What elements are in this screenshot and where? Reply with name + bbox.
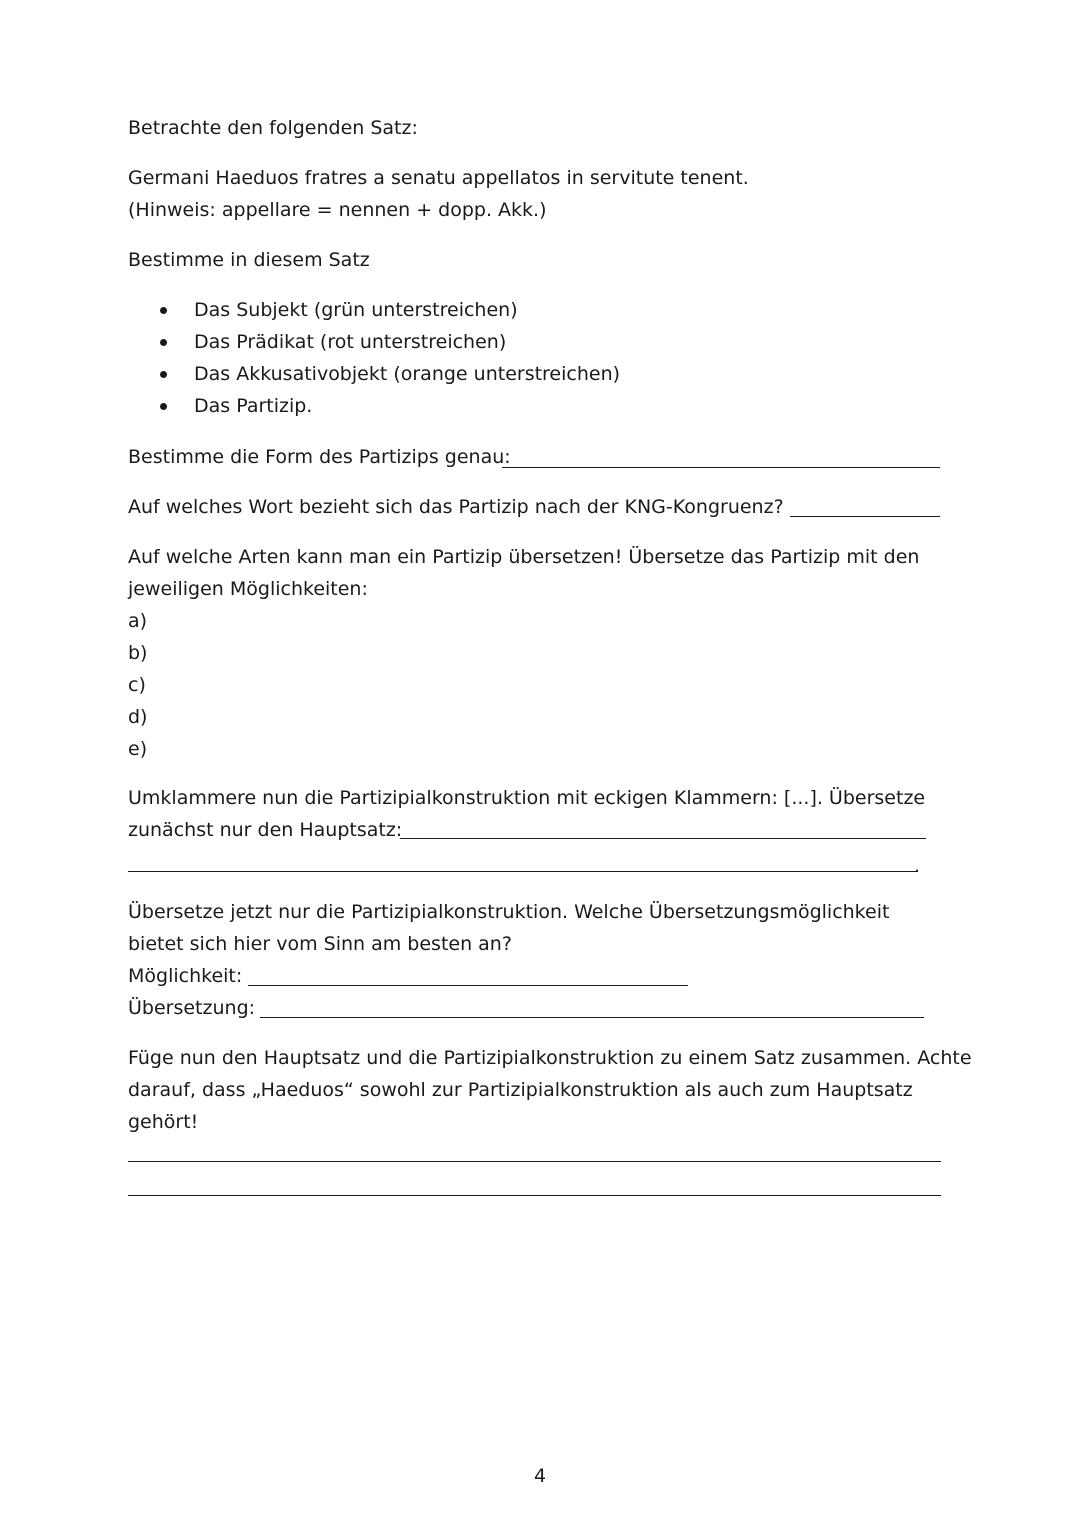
question-partizipial-line2: bietet sich hier vom Sinn am besten an? — [128, 933, 512, 955]
option-a: a) — [128, 610, 148, 632]
option-e: e) — [128, 738, 148, 760]
question-arten-line1: Auf welche Arten kann man ein Partizip übersetzen! Übersetze das Partizip mit den — [128, 546, 920, 568]
answer-line-hauptsatz-1[interactable] — [400, 838, 926, 839]
answer-line-hauptsatz-2[interactable] — [128, 871, 916, 872]
label-uebersetzung: Übersetzung: — [128, 997, 256, 1019]
label-moeglichkeit: Möglichkeit: — [128, 965, 243, 987]
option-d: d) — [128, 706, 148, 728]
question-zusammen-line1: Füge nun den Hauptsatz und die Partizipialkonstruktion zu einem Satz zusammen. Achte — [128, 1047, 972, 1069]
bullet-icon — [160, 371, 167, 378]
option-c: c) — [128, 674, 146, 696]
answer-line-kng[interactable] — [790, 516, 940, 517]
question-kng-label: Auf welches Wort bezieht sich das Partizip nach der KNG-Kongruenz? — [128, 496, 784, 518]
bullet-icon — [160, 307, 167, 314]
option-b: b) — [128, 642, 148, 664]
answer-line-moeglichkeit[interactable] — [248, 985, 688, 986]
question-arten-line2: jeweiligen Möglichkeiten: — [128, 578, 368, 600]
determine-intro: Bestimme in diesem Satz — [128, 249, 370, 271]
latin-sentence: Germani Haeduos fratres a senatu appellatos in servitute tenent. — [128, 167, 749, 189]
bullet-item-subjekt: Das Subjekt (grün unterstreichen) — [160, 294, 620, 326]
hauptsatz-period: . — [914, 855, 921, 877]
question-hauptsatz-line2: zunächst nur den Hauptsatz: — [128, 819, 403, 841]
bullet-icon — [160, 403, 167, 410]
hint-text: (Hinweis: appellare = nennen + dopp. Akk.) — [128, 199, 547, 221]
answer-line-zusammen-1[interactable] — [128, 1161, 941, 1162]
page-number: 4 — [533, 1465, 547, 1487]
question-partizipial-line1: Übersetze jetzt nur die Partizipialkonstruktion. Welche Übersetzungsmöglichkeit — [128, 901, 890, 923]
question-form-label: Bestimme die Form des Partizips genau: — [128, 446, 511, 468]
task-bullet-list — [160, 294, 620, 422]
answer-line-uebersetzung[interactable] — [260, 1017, 924, 1018]
answer-line-form[interactable] — [502, 467, 940, 468]
answer-line-zusammen-2[interactable] — [128, 1195, 941, 1196]
bullet-icon — [160, 339, 167, 346]
intro-text: Betrachte den folgenden Satz: — [128, 117, 418, 139]
bullet-item-akkusativobjekt: Das Akkusativobjekt (orange unterstreichen) — [160, 358, 620, 390]
question-hauptsatz-line1: Umklammere nun die Partizipialkonstruktion mit eckigen Klammern: [...]. Übersetze — [128, 787, 926, 809]
bullet-item-praedikat: Das Prädikat (rot unterstreichen) — [160, 326, 620, 358]
bullet-item-partizip: Das Partizip. — [160, 390, 620, 422]
question-zusammen-line2: darauf, dass „Haeduos“ sowohl zur Partizipialkonstruktion als auch zum Hauptsatz — [128, 1079, 913, 1101]
question-zusammen-line3: gehört! — [128, 1111, 199, 1133]
